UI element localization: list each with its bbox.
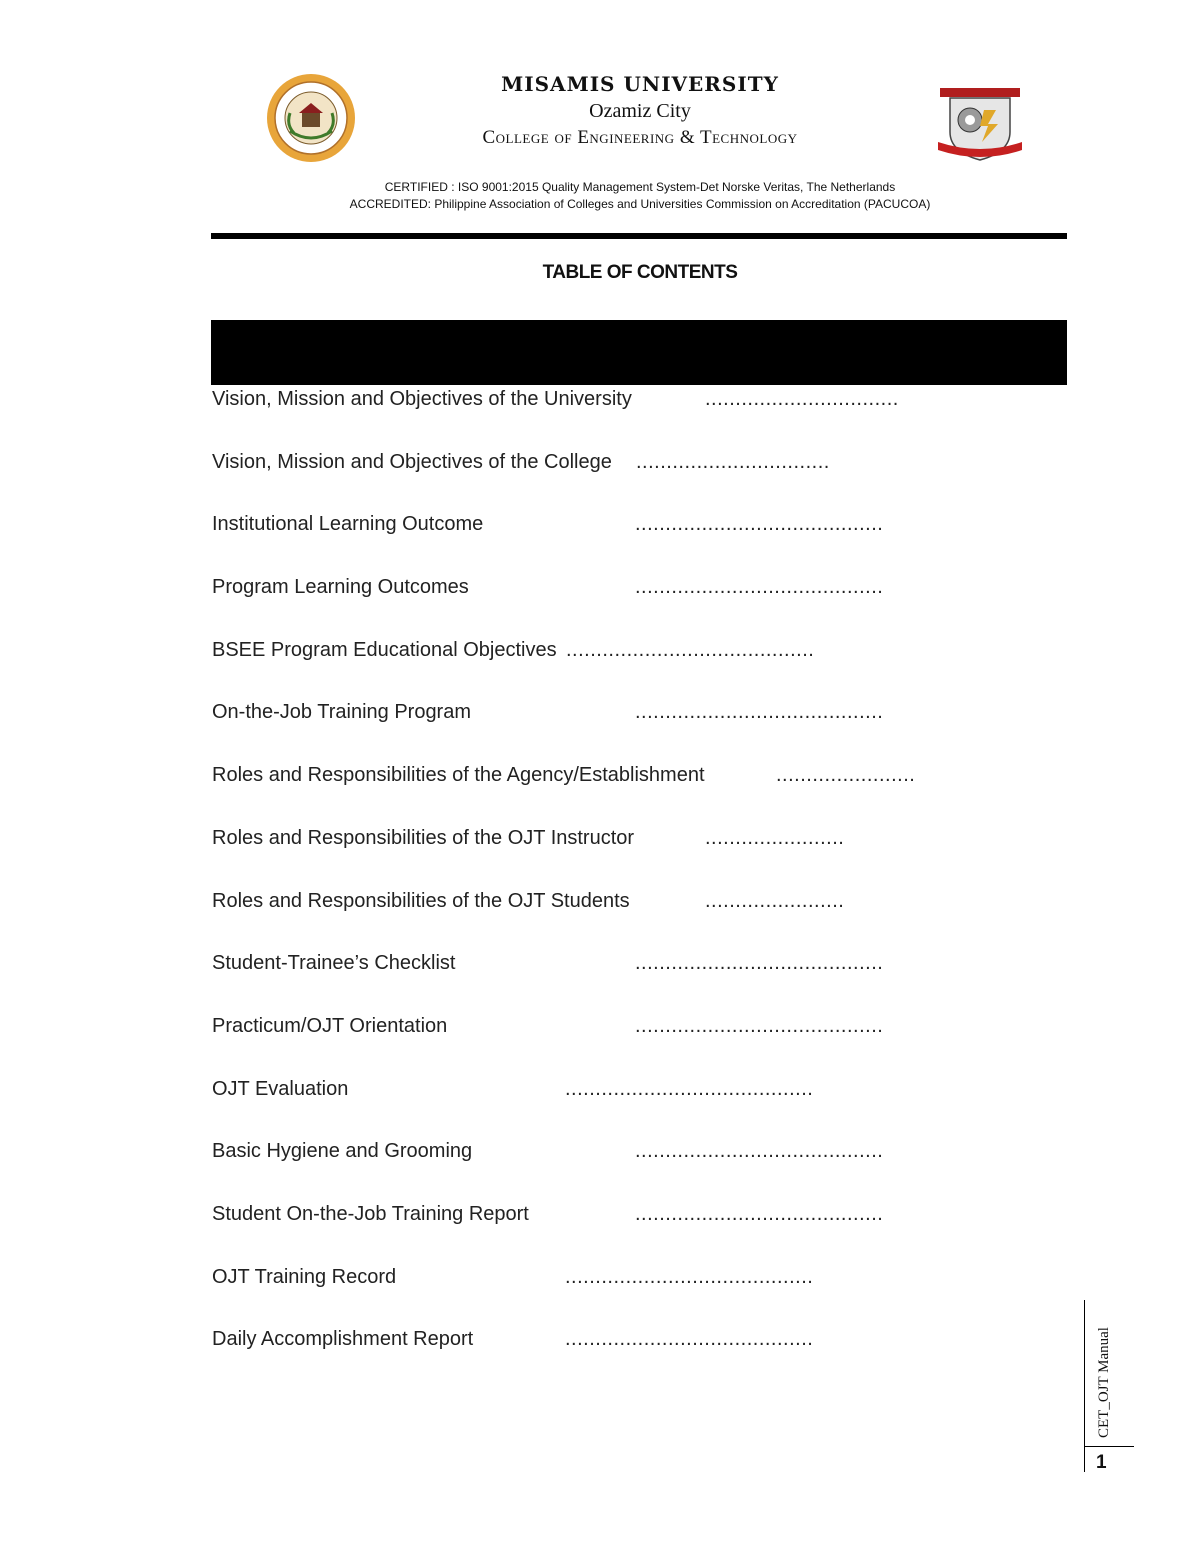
toc-entry-title: Daily Accomplishment Report: [212, 1328, 474, 1351]
toc-entry-leader: .........................................: [635, 1140, 884, 1163]
college-name: College of Engineering & Technology: [482, 127, 798, 148]
toc-entry: [212, 1136, 1072, 1199]
toc-entry-title: Basic Hygiene and Grooming: [212, 1140, 473, 1163]
toc-entry: [212, 1324, 1072, 1387]
toc-entry: [212, 886, 1072, 949]
manual-side-label: CET_OJT Manual: [1096, 1327, 1112, 1438]
document-header: [0, 0, 1200, 230]
footer-horizontal-rule: [1084, 1446, 1134, 1447]
toc-entry-leader: .........................................: [565, 1328, 814, 1351]
toc-entry-title: Vision, Mission and Objectives of the University: [212, 388, 632, 410]
toc-entry-title: Roles and Responsibilities of the OJT Students: [212, 889, 630, 912]
toc-entry-leader: .........................................: [635, 1202, 884, 1225]
toc-entry: [212, 1011, 1072, 1074]
toc-entry-title: Student-Trainee’s Checklist: [212, 952, 456, 975]
toc-entry-leader: .......................: [705, 826, 845, 849]
toc-entry-title: OJT Training Record: [212, 1265, 397, 1288]
toc-entry: [212, 509, 1072, 572]
toc-entry: [212, 697, 1072, 760]
toc-entry-leader: .........................................: [635, 1014, 884, 1037]
toc-entry-title: Student On-the-Job Training Report: [212, 1202, 529, 1225]
toc-entry: [212, 1074, 1072, 1137]
toc-entry-title: On-the-Job Training Program: [212, 701, 472, 724]
page-number: 1: [1096, 1452, 1107, 1473]
toc-entry: [212, 572, 1072, 635]
toc-entry-leader: .......................: [776, 764, 916, 787]
toc-entry: [212, 635, 1072, 698]
toc-entry-title: Practicum/OJT Orientation: [212, 1014, 448, 1037]
toc-entry-leader: .........................................: [635, 701, 884, 724]
toc-entry-leader: .........................................: [566, 638, 815, 661]
toc-entry: [212, 447, 1072, 510]
toc-entry-leader: .........................................: [635, 513, 884, 536]
header-divider: [211, 233, 1067, 239]
toc-entry-title: OJT Evaluation: [212, 1077, 349, 1100]
toc-entry-title: Vision, Mission and Objectives of the College: [212, 450, 612, 473]
accreditation-line: ACCREDITED: Philippine Association of Colleges and Universities Commission on Accreditation (PACUCOA): [349, 197, 931, 211]
toc-entry-leader: .........................................: [565, 1265, 814, 1288]
toc-entry-title: Program Learning Outcomes: [212, 576, 469, 599]
toc-entry-title: BSEE Program Educational Objectives: [212, 638, 557, 661]
toc-entry-title: Roles and Responsibilities of the Agency/Establishment: [212, 764, 705, 787]
table-of-contents: [212, 384, 1072, 1387]
toc-entry: [212, 760, 1072, 823]
toc-entry-leader: .........................................: [635, 952, 884, 975]
toc-entry: [212, 823, 1072, 886]
university-city: Ozamiz City: [589, 100, 691, 122]
toc-entry: [212, 1199, 1072, 1262]
toc-entry-leader: ................................: [705, 388, 899, 410]
toc-entry: [212, 1262, 1072, 1325]
university-name: MISAMIS UNIVERSITY: [501, 72, 779, 96]
page-title: TABLE OF CONTENTS: [542, 262, 738, 283]
certification-line: CERTIFIED : ISO 9001:2015 Quality Management System-Det Norske Veritas, The Netherlands: [384, 180, 896, 194]
toc-entry-leader: .........................................: [565, 1077, 814, 1100]
toc-entry-title: Institutional Learning Outcome: [212, 513, 484, 536]
toc-entry: [212, 948, 1072, 1011]
toc-entry-title: Roles and Responsibilities of the OJT Instructor: [212, 826, 635, 849]
toc-entry-leader: .........................................: [635, 576, 884, 599]
toc-entry-leader: .......................: [705, 889, 845, 912]
toc-entry: [212, 384, 1072, 447]
redacted-black-bar: [211, 320, 1067, 385]
cet-college-crest-logo: [936, 86, 1024, 164]
toc-entry-leader: ................................: [636, 450, 830, 473]
